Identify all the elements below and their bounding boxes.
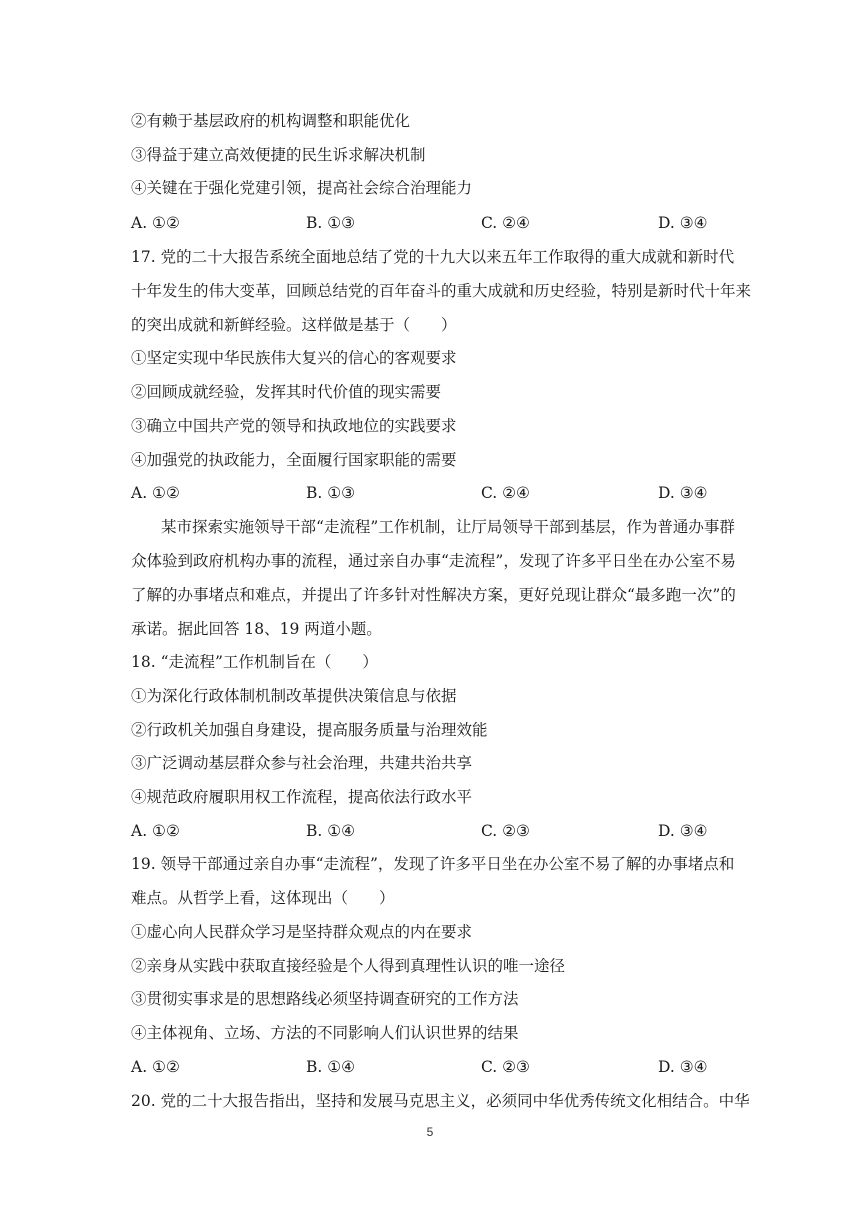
q17-statement-2: ②回顾成就经验，发挥其时代价值的现实需要 [131, 383, 442, 401]
q19-option-b: B. ①④ [306, 1058, 356, 1076]
q17-statement-3: ③确立中国共产党的领导和执政地位的实践要求 [131, 417, 457, 435]
material-line-1: 某市探索实施领导干部“走流程”工作机制，让厅局领导干部到基层，作为普通办事群 [161, 518, 735, 536]
q18-statement-1: ①为深化行政体制机制改革提供决策信息与依据 [131, 687, 457, 705]
q17-stem-line-2: 十年发生的伟大变革，回顾总结党的百年奋斗的重大成就和历史经验，特别是新时代十年来 [131, 282, 752, 300]
q17-stem-line-1: 17. 党的二十大报告系统全面地总结了党的十九大以来五年工作取得的重大成就和新时代 [131, 248, 735, 266]
material-line-4: 承诺。据此回答 18、19 两道小题。 [131, 620, 382, 638]
q16-option-d: D. ③④ [658, 214, 708, 232]
q17-option-d: D. ③④ [658, 484, 708, 502]
q16-options [131, 212, 731, 234]
q19-option-c: C. ②③ [481, 1058, 530, 1076]
q17-statement-4: ④加强党的执政能力，全面履行国家职能的需要 [131, 451, 457, 469]
q18-option-b: B. ①④ [306, 822, 356, 840]
q17-statement-1: ①坚定实现中华民族伟大复兴的信心的客观要求 [131, 349, 457, 367]
q18-statement-4: ④规范政府履职用权工作流程，提高依法行政水平 [131, 788, 473, 806]
q16-option-c: C. ②④ [481, 214, 530, 232]
q19-statement-2: ②亲身从实践中获取直接经验是个人得到真理性认识的唯一途径 [131, 957, 566, 975]
material-line-3: 了解的办事堵点和难点，并提出了许多针对性解决方案，更好兑现让群众“最多跑一次”的 [131, 586, 736, 604]
q18-stem: 18. “走流程”工作机制旨在（ ） [131, 653, 378, 671]
q16-statement-2: ②有赖于基层政府的机构调整和职能优化 [131, 112, 411, 130]
page-number: 5 [426, 1125, 434, 1139]
q18-statement-2: ②行政机关加强自身建设，提高服务质量与治理效能 [131, 721, 488, 739]
q18-option-c: C. ②③ [481, 822, 530, 840]
q17-options [131, 482, 731, 504]
q19-statement-3: ③贯彻实事求是的思想路线必须坚持调查研究的工作方法 [131, 990, 519, 1008]
q18-statement-3: ③广泛调动基层群众参与社会治理，共建共治共享 [131, 754, 473, 772]
q16-statement-3: ③得益于建立高效便捷的民生诉求解决机制 [131, 146, 426, 164]
q17-option-b: B. ①③ [306, 484, 356, 502]
q17-option-a: A. ①② [131, 484, 180, 502]
q19-statement-4: ④主体视角、立场、方法的不同影响人们认识世界的结果 [131, 1024, 519, 1042]
q16-statement-4: ④关键在于强化党建引领，提高社会综合治理能力 [131, 179, 473, 197]
q18-option-d: D. ③④ [658, 822, 708, 840]
q16-option-a: A. ①② [131, 214, 180, 232]
q19-options [131, 1056, 731, 1078]
q18-option-a: A. ①② [131, 822, 180, 840]
q18-options [131, 820, 731, 842]
q19-statement-1: ①虚心向人民群众学习是坚持群众观点的内在要求 [131, 923, 473, 941]
q17-option-c: C. ②④ [481, 484, 530, 502]
material-line-2: 众体验到政府机构办事的流程，通过亲自办事“走流程”，发现了许多平日坐在办公室不易 [131, 552, 736, 570]
q19-option-d: D. ③④ [658, 1058, 708, 1076]
q20-stem-line-1: 20. 党的二十大报告指出，坚持和发展马克思主义，必须同中华优秀传统文化相结合。中华 [131, 1092, 750, 1110]
q19-option-a: A. ①② [131, 1058, 180, 1076]
q16-option-b: B. ①③ [306, 214, 356, 232]
q17-stem-line-3: 的突出成就和新鲜经验。这样做是基于（ ） [131, 316, 457, 334]
q19-stem-line-2: 难点。从哲学上看，这体现出（ ） [131, 889, 395, 907]
q19-stem-line-1: 19. 领导干部通过亲自办事“走流程”，发现了许多平日坐在办公室不易了解的办事堵点和 [131, 855, 735, 873]
